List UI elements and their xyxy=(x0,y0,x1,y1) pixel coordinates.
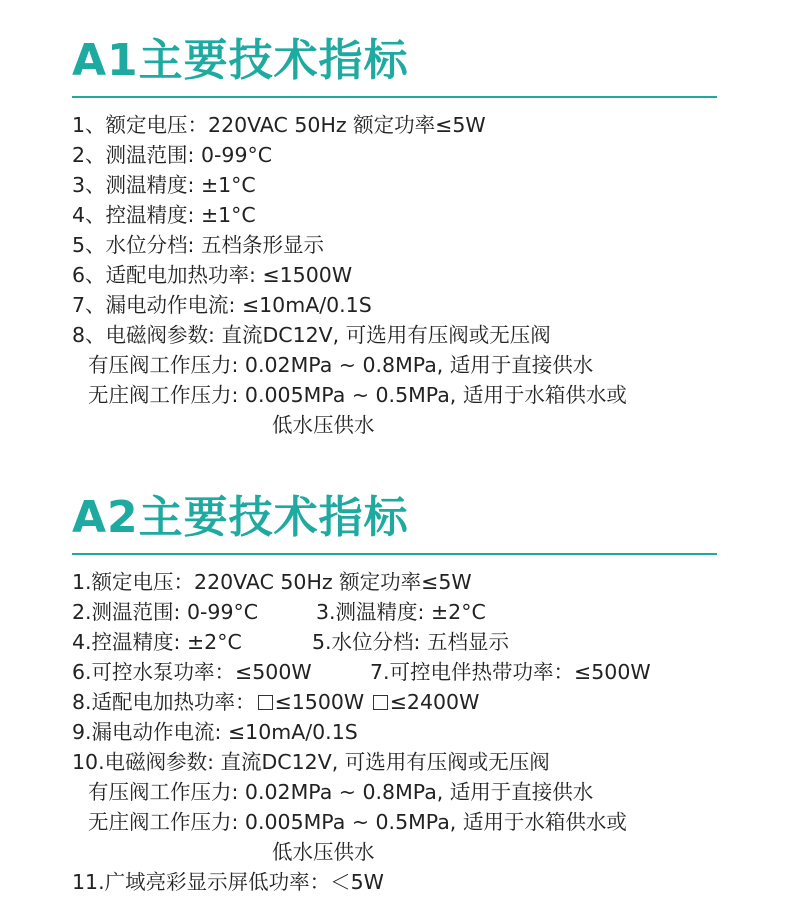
a2-spec-10: 10.电磁阀参数: 直流DC12V, 可选用有压阀或无压阀 xyxy=(72,750,550,774)
a1-spec-1: 1、额定电压：220VAC 50Hz 额定功率≤5W xyxy=(72,113,486,137)
a2-spec-1: 1.额定电压：220VAC 50Hz 额定功率≤5W xyxy=(72,570,472,594)
a2-title: A2主要技术指标 xyxy=(72,492,409,543)
a2-title-rule xyxy=(72,553,717,555)
a2-spec-9: 9.漏电动作电流: ≤10mA/0.1S xyxy=(72,720,358,744)
a2-spec-11: 11.广域亮彩显示屏低功率：＜5W xyxy=(72,870,384,894)
option-1500w-label: ≤1500W xyxy=(274,690,365,714)
a1-spec-8: 8、电磁阀参数: 直流DC12V, 可选用有压阀或无压阀 xyxy=(72,323,551,347)
a2-spec-3: 3.测温精度: ±2°C xyxy=(316,600,486,624)
a1-spec-7: 7、漏电动作电流: ≤10mA/0.1S xyxy=(72,293,372,317)
a1-spec-pressure-valve: 有压阀工作压力: 0.02MPa ~ 0.8MPa, 适用于直接供水 xyxy=(88,353,594,377)
a2-spec-2: 2.测温范围: 0-99°C xyxy=(72,600,259,624)
option-2400w-label: ≤2400W xyxy=(389,690,480,714)
option-1500w-checkbox[interactable] xyxy=(258,695,273,710)
a2-spec-5: 5.水位分档: 五档显示 xyxy=(312,630,509,654)
option-2400w-checkbox[interactable] xyxy=(373,695,388,710)
a1-spec-nonpressure-valve-cont: 低水压供水 xyxy=(272,413,375,437)
a1-spec-3: 3、测温精度: ±1°C xyxy=(72,173,256,197)
a1-spec-6: 6、适配电加热功率: ≤1500W xyxy=(72,263,353,287)
a1-spec-4: 4、控温精度: ±1°C xyxy=(72,203,256,227)
a2-spec-nonpressure-valve: 无庄阀工作压力: 0.005MPa ~ 0.5MPa, 适用于水箱供水或 xyxy=(88,810,627,834)
a2-spec-pressure-valve: 有压阀工作压力: 0.02MPa ~ 0.8MPa, 适用于直接供水 xyxy=(88,780,594,804)
a2-spec-6: 6.可控水泵功率：≤500W xyxy=(72,660,312,684)
a1-title: A1主要技术指标 xyxy=(72,35,409,86)
a2-spec-nonpressure-valve-cont: 低水压供水 xyxy=(272,840,375,864)
a1-title-rule xyxy=(72,96,717,98)
a1-spec-2: 2、测温范围: 0-99°C xyxy=(72,143,273,167)
a1-spec-nonpressure-valve: 无庄阀工作压力: 0.005MPa ~ 0.5MPa, 适用于水箱供水或 xyxy=(88,383,627,407)
a2-spec-8 xyxy=(72,687,479,717)
a2-spec-4: 4.控温精度: ±2°C xyxy=(72,630,242,654)
a2-spec-8-label: 8.适配电加热功率： xyxy=(72,690,256,714)
a1-spec-5: 5、水位分档: 五档条形显示 xyxy=(72,233,324,257)
a2-spec-7: 7.可控电伴热带功率：≤500W xyxy=(370,660,651,684)
